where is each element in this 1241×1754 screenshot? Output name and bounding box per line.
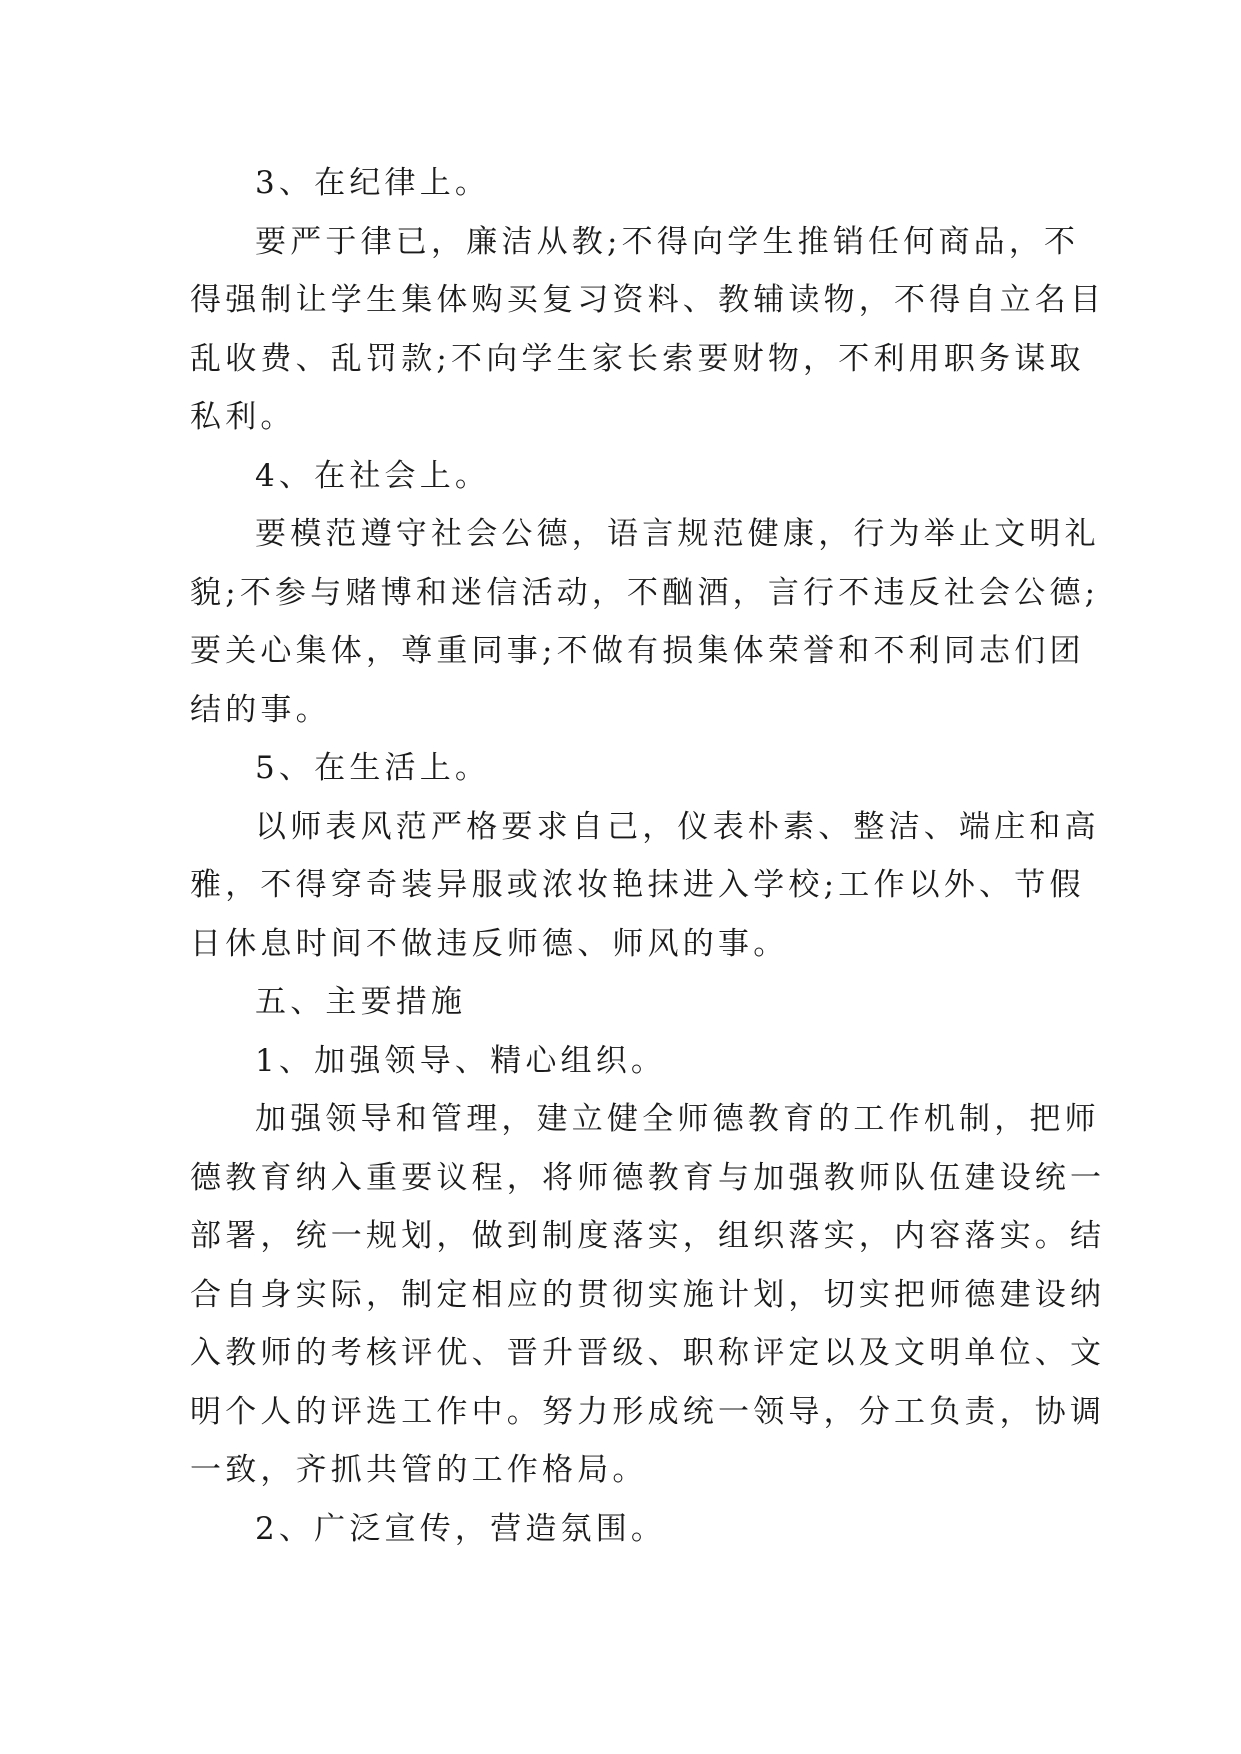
paragraph-line: 加强领导和管理，建立健全师德教育的工作机制，把师 <box>255 1101 1100 1137</box>
subsection-heading-publicity: 2、广泛宣传，营造氛围。 <box>255 1510 667 1547</box>
paragraph-line: 部署，统一规划，做到制度落实，组织落实，内容落实。结 <box>190 1218 1106 1254</box>
paragraph-line: 私利。 <box>190 399 296 435</box>
paragraph-line: 乱收费、乱罚款;不向学生家长索要财物，不利用职务谋取 <box>190 340 1085 377</box>
paragraph-line: 合自身实际，制定相应的贯彻实施计划，切实把师德建设纳 <box>190 1276 1106 1313</box>
paragraph-line: 得强制让学生集体购买复习资料、教辅读物，不得自立名目 <box>190 282 1106 318</box>
section-heading-discipline: 3、在纪律上。 <box>255 165 491 201</box>
section-heading-life: 5、在生活上。 <box>255 750 491 786</box>
paragraph-line: 明个人的评选工作中。努力形成统一领导，分工负责，协调 <box>190 1393 1106 1430</box>
paragraph-line: 貌;不参与赌博和迷信活动，不酗酒，言行不违反社会公德; <box>190 574 1100 611</box>
document-body <box>190 154 1106 1558</box>
paragraph-line: 一致，齐抓共管的工作格局。 <box>190 1452 648 1488</box>
paragraph-line: 要严于律已，廉洁从教;不得向学生推销任何商品，不 <box>255 223 1080 260</box>
subsection-heading-leadership: 1、加强领导、精心组织。 <box>255 1042 667 1079</box>
section-heading-society: 4、在社会上。 <box>255 457 491 494</box>
paragraph-line: 要关心集体，尊重同事;不做有损集体荣誉和不利同志们团 <box>190 633 1085 669</box>
paragraph-line: 结的事。 <box>190 691 331 728</box>
paragraph-line: 日休息时间不做违反师德、师风的事。 <box>190 925 789 962</box>
paragraph-line: 雅，不得穿奇装异服或浓妆艳抹进入学校;工作以外、节假 <box>190 867 1085 903</box>
paragraph-line: 德教育纳入重要议程，将师德教育与加强教师队伍建设统一 <box>190 1159 1106 1196</box>
paragraph-line: 入教师的考核评优、晋升晋级、职称评定以及文明单位、文 <box>190 1335 1106 1371</box>
section-heading-measures: 五、主要措施 <box>255 984 467 1020</box>
paragraph-line: 要模范遵守社会公德，语言规范健康，行为举止文明礼 <box>255 516 1100 552</box>
paragraph-line: 以师表风范严格要求自己，仪表朴素、整洁、端庄和高 <box>255 808 1100 845</box>
